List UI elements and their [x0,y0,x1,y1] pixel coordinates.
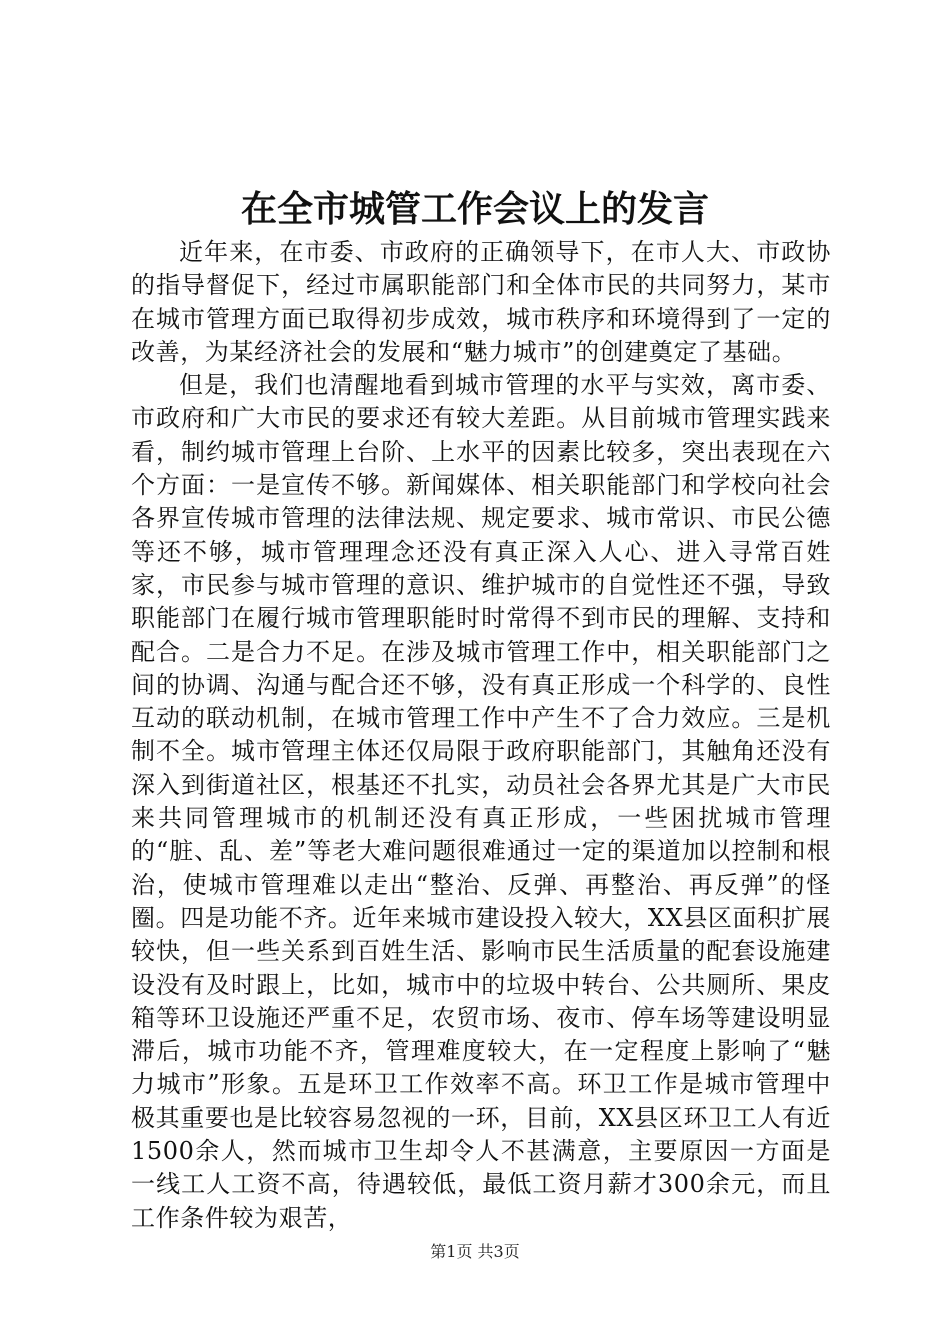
document-title: 在全市城管工作会议上的发言 [240,188,709,230]
paragraph-problems: 但是，我们也清醒地看到城市管理的水平与实效，离市委、市政府和广大市民的要求还有较大差距。从目前城市管理实践来看，制约城市管理上台阶、上水平的因素比较多，突出表现在六个方面：一是宣传不够。新闻媒体、相关职能部门和学校向社会各界宣传城市管理的法律法规、规定要求、城市常识、市民公德等还不够，城市管理理念还没有真正深入人心、进入寻常百姓家，市民参与城市管理的意识、维护城市的自觉性还不强，导致职能部门在履行城市管理职能时时常得不到市民的理解、支持和配合。二是合力不足。在涉及城市管理工作中，相关职能部门之间的协调、沟通与配合还不够，没有真正形成一个科学的、良性互动的联动机制，在城市管理工作中产生不了合力效应。三是机制不全。城市管理主体还仅局限于政府职能部门，其触角还没有深入到街道社区，根基还不扎实，动员社会各界尤其是广大市民来共同管理城市的机制还没有真正形成，一些困扰城市管理的“脏、乱、差”等老大难问题很难通过一定的渠道加以控制和根治，使城市管理难以走出“整治、反弹、再整治、再反弹”的怪圈。四是功能不齐。近年来城市建设投入较大，XX县区面积扩展较快，但一些关系到百姓生活、影响市民生活质量的配套设施建设没有及时跟上，比如，城市中的垃圾中转台、公共厕所、果皮箱等环卫设施还严重不足，农贸市场、夜市、停车场等建设明显滞后，城市功能不齐，管理难度较大，在一定程度上影响了“魅力城市”形象。五是环卫工作效率不高。环卫工作是城市管理中极其重要也是比较容易忽视的一环，目前，XX县区环卫工人有近1500余人，然而城市卫生却令人不甚满意，主要原因一方面是一线工人工资不高，待遇较低，最低工资月薪才300余元，而且工作条件较为艰苦， [131,371,831,1232]
page-footer: 第1页 共3页 [430,1242,520,1261]
document-body [131,236,831,1235]
paragraph-intro: 近年来，在市委、市政府的正确领导下，在市人大、市政协的指导督促下，经过市属职能部门和全体市民的共同努力，某市在城市管理方面已取得初步成效，城市秩序和环境得到了一定的改善，为某经济社会的发展和“魅力城市”的创建奠定了基础。 [131,238,831,366]
